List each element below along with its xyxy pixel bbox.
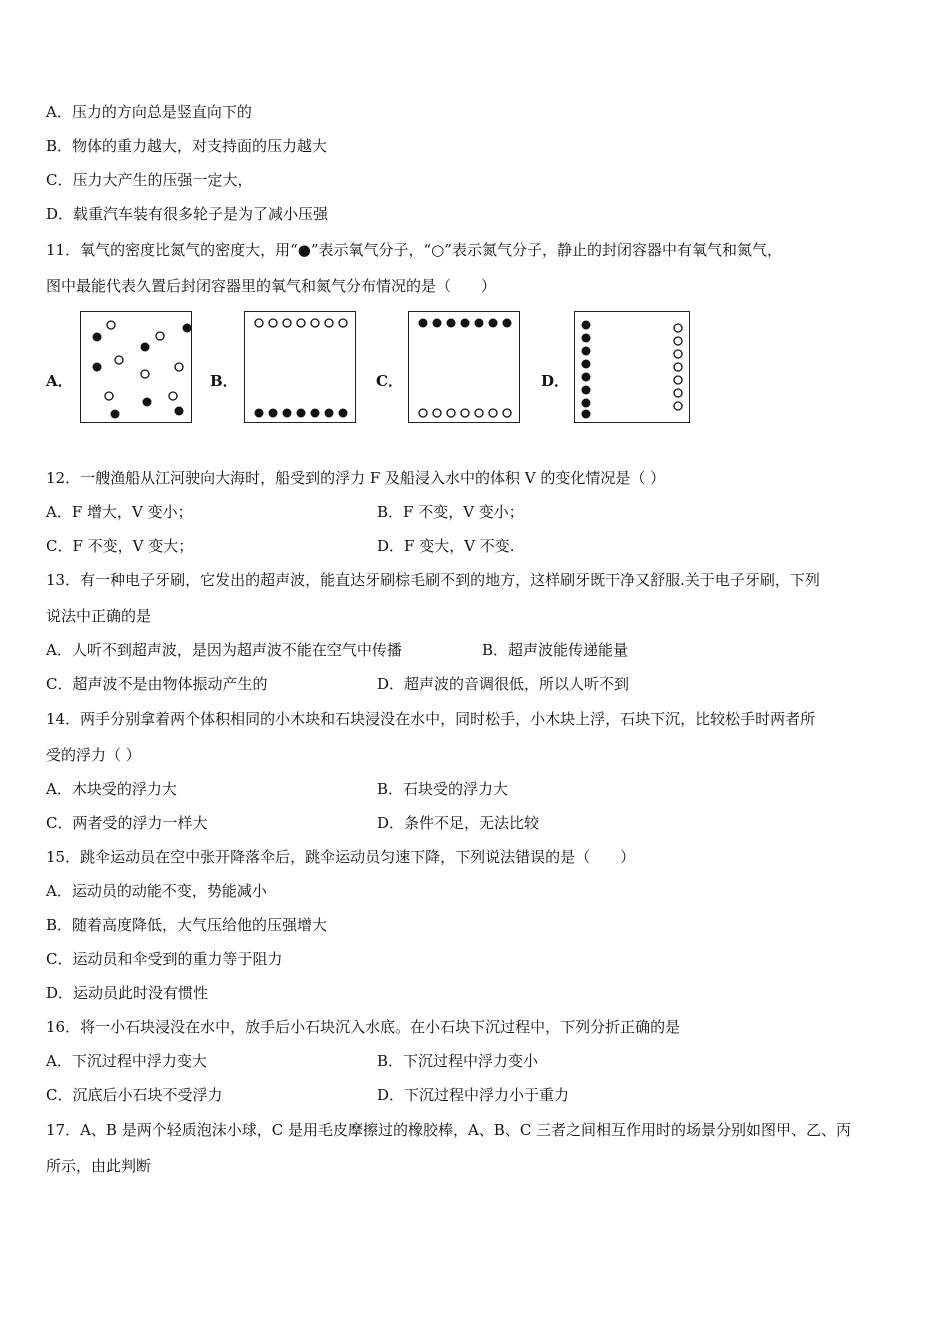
q11-stem-line1: 11．氧气的密度比氮气的密度大，用“●”表示氧气分子，“○”表示氮气分子，静止的封闭容器中有氧气和氮气， [46,241,782,259]
q15-option-c: C．运动员和伞受到的重力等于阻力 [46,950,283,968]
q11-label-a: A． [46,372,73,390]
q11-label-c: C． [376,372,403,390]
q15-option-b: B．随着高度降低，大气压给他的压强增大 [46,916,328,934]
q16-stem: 16．将一小石块浸没在水中，放手后小石块沉入水底。在小石块下沉过程中，下列分折正确的是 [46,1018,681,1036]
q10-option-b: B．物体的重力越大，对支持面的压力越大 [46,137,328,155]
q11-figure-d [574,311,690,423]
q17-stem-line1: 17．A、B 是两个轻质泡沫小球，C 是用毛皮摩擦过的橡胶棒，A、B、C 三者之间相互作用时的场景分别如图甲、乙、丙 [46,1121,852,1139]
q16-option-c: C．沉底后小石块不受浮力 [46,1086,223,1104]
q11-figure-b [244,311,356,423]
q13-option-c: C．超声波不是由物体振动产生的 [46,675,268,693]
q10-option-a: A．压力的方向总是竖直向下的 [46,103,252,121]
q10-option-d: D．载重汽车装有很多轮子是为了减小压强 [46,205,329,223]
q13-stem-line1: 13．有一种电子牙刷，它发出的超声波，能直达牙刷棕毛刷不到的地方，这样刷牙既干净又舒服.关于电子牙刷，下列 [46,571,820,589]
q13-stem-line2: 说法中正确的是 [46,607,152,625]
q11-label-d: D． [541,372,570,390]
q11-figure-a [80,311,192,423]
q14-option-c: C．两者受的浮力一样大 [46,814,208,832]
q12-option-a: A．F 增大，V 变小； [46,503,193,521]
q15-option-d: D．运动员此时没有惯性 [46,984,209,1002]
q15-stem: 15．跳伞运动员在空中张开降落伞后，跳伞运动员匀速下降，下列说法错误的是（ ） [46,848,636,866]
q14-option-a: A．木块受的浮力大 [46,780,177,798]
q11-label-b: B． [210,372,238,390]
q13-option-d: D．超声波的音调很低，所以人听不到 [377,675,630,693]
q14-stem-line2: 受的浮力（ ） [46,746,141,764]
q10-option-c: C．压力大产生的压强一定大， [46,171,253,189]
q14-option-d: D．条件不足，无法比较 [377,814,540,832]
q12-option-b: B．F 不变，V 变小； [377,503,524,521]
q13-option-a: A．人听不到超声波，是因为超声波不能在空气中传播 [46,641,402,659]
q16-option-d: D．下沉过程中浮力小于重力 [377,1086,570,1104]
q14-stem-line1: 14．两手分别拿着两个体积相同的小木块和石块浸没在水中，同时松手，小木块上浮，石块下沉，比较松手时两者所 [46,710,816,728]
q12-option-c: C．F 不变，V 变大； [46,537,194,555]
q12-stem: 12．一艘渔船从江河驶向大海时，船受到的浮力 F 及船浸入水中的体积 V 的变化情况是（ ） [46,469,666,487]
q11-figure-c [408,311,520,423]
q13-option-b: B．超声波能传递能量 [482,641,629,659]
q15-option-a: A．运动员的动能不变，势能减小 [46,882,267,900]
q14-option-b: B．石块受的浮力大 [377,780,509,798]
q11-stem-line2: 图中最能代表久置后封闭容器里的氧气和氮气分布情况的是（ ） [46,277,497,295]
q17-stem-line2: 所示，由此判断 [46,1157,152,1175]
q12-option-d: D．F 变大，V 不变. [377,537,515,555]
q16-option-a: A．下沉过程中浮力变大 [46,1052,207,1070]
q16-option-b: B．下沉过程中浮力变小 [377,1052,539,1070]
